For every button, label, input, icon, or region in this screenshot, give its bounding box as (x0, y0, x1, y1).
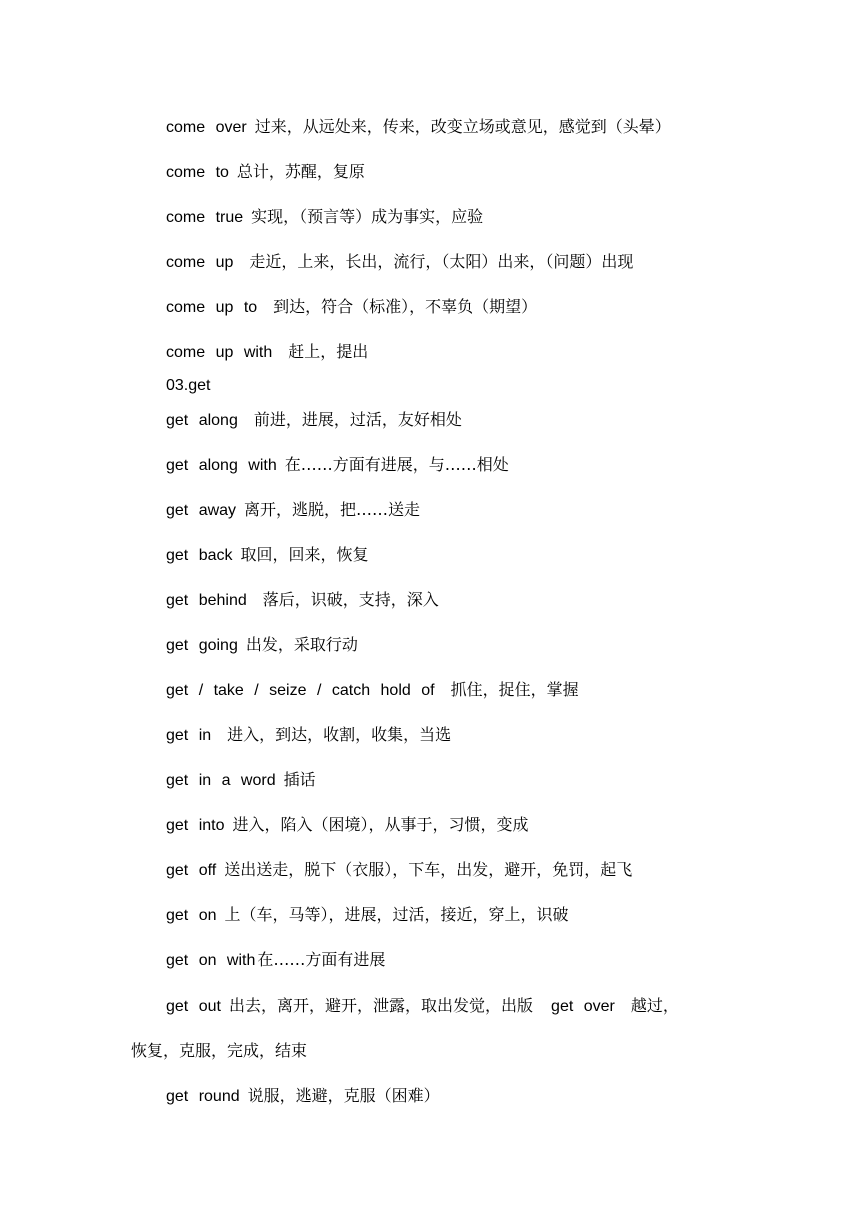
entry-come-up-with (166, 342, 368, 363)
entry-get-back (166, 545, 369, 566)
entry-gloss: 总计，苏醒，复原 (236, 162, 365, 181)
entry-get-over-continuation: 恢复，克服，完成，结束 (131, 1041, 308, 1060)
entry-gloss: 抓住，捉住，掌握 (450, 680, 579, 699)
entry-term: come to (166, 164, 229, 181)
entry-get-along-with (166, 455, 509, 476)
entry-get-behind (166, 590, 439, 611)
entry-gloss: 离开，逃脱，把……送走 (244, 500, 421, 519)
section-heading: 03.get (166, 377, 211, 394)
entry-term: get behind (166, 592, 247, 609)
entry-term-get-over: get over (551, 998, 615, 1015)
entry-gloss: 实现，（预言等）成为事实，应验 (251, 207, 484, 226)
entry-come-to (166, 162, 365, 183)
entry-term: get on (166, 907, 217, 924)
entry-gloss: 出去，离开，避开，泄露，取出发觉，出版 (228, 996, 533, 1015)
entry-term: come true (166, 209, 244, 226)
entry-gloss: 取回，回来，恢复 (240, 545, 369, 564)
entry-term: get back (166, 547, 233, 564)
entry-gloss: 进入，到达，收割，收集，当选 (227, 725, 452, 744)
entry-term: get on with (166, 952, 256, 969)
entry-term: get in (166, 727, 212, 744)
entry-get-out (166, 996, 679, 1017)
entry-term: come up (166, 254, 234, 271)
entry-term: get / take / seize / catch hold of (166, 682, 435, 699)
entry-come-over (166, 117, 671, 138)
entry-term: get off (166, 862, 217, 879)
entry-term: get into (166, 817, 225, 834)
entry-come-up-to (166, 297, 537, 318)
entry-come-up (166, 252, 633, 273)
entry-gloss: 走近，上来，长出，流行，（太阳）出来，（问题）出现 (249, 252, 634, 271)
entry-gloss: 在……方面有进展 (257, 950, 386, 969)
entry-term: get out (166, 998, 221, 1015)
entry-term: get along (166, 412, 238, 429)
entry-gloss: 插话 (283, 770, 316, 789)
entry-gloss: 赶上，提出 (288, 342, 369, 361)
entry-get-away (166, 500, 420, 521)
entry-get-round (166, 1086, 440, 1107)
entry-gloss: 在……方面有进展，与……相处 (284, 455, 509, 474)
entry-gloss: 进入，陷入（困境），从事于，习惯，变成 (232, 815, 529, 834)
entry-term: get along with (166, 457, 277, 474)
entry-get-going (166, 635, 358, 656)
entry-term: get away (166, 502, 237, 519)
entry-gloss: 送出送走，脱下（衣服），下车，出发，避开，免罚，起飞 (224, 860, 633, 879)
entry-term: come up to (166, 299, 258, 316)
entry-term: come up with (166, 344, 273, 361)
entry-gloss-get-over: 越过， (630, 996, 679, 1015)
entry-get-into (166, 815, 529, 836)
entry-come-true (166, 207, 483, 228)
entry-gloss: 过来，从远处来，传来，改变立场或意见，感觉到（头晕） (254, 117, 671, 136)
entry-term: come over (166, 119, 247, 136)
entry-gloss: 前进，进展，过活，友好相处 (253, 410, 462, 429)
entry-get-off (166, 860, 632, 881)
entry-gloss: 出发，采取行动 (245, 635, 358, 654)
entry-term: get round (166, 1088, 240, 1105)
entry-get-along (166, 410, 462, 431)
entry-gloss: 上（车，马等），进展，过活，接近，穿上，识破 (224, 905, 569, 924)
entry-get-hold-of (166, 680, 579, 701)
entry-get-on-with (166, 950, 385, 971)
entry-term: get in a word (166, 772, 276, 789)
entry-term: get going (166, 637, 238, 654)
entry-gloss: 到达，符合（标准），不辜负（期望） (273, 297, 538, 316)
entry-get-in (166, 725, 451, 746)
entry-get-in-a-word (166, 770, 316, 791)
entry-gloss: 说服，逃避，克服（困难） (247, 1086, 440, 1105)
entry-get-on (166, 905, 569, 926)
entry-gloss: 落后，识破，支持，深入 (262, 590, 439, 609)
